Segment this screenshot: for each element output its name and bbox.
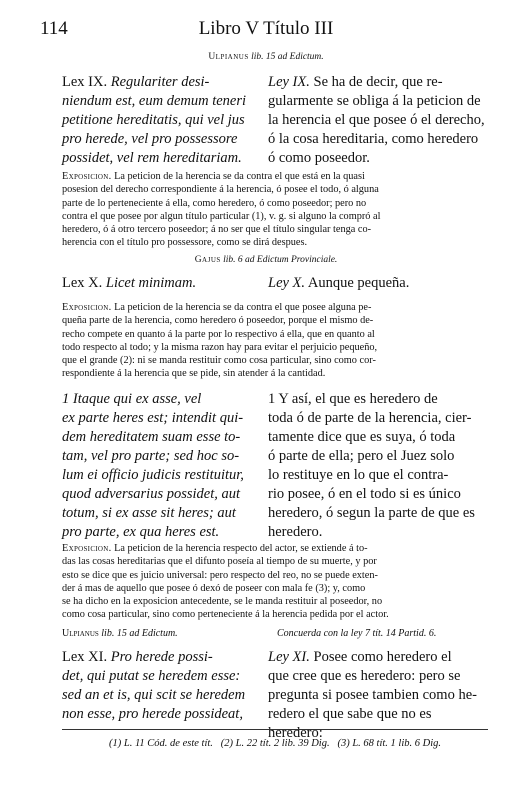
exposicion-line: La peticion de la herencia respecto del actor, se extiende á to- (111, 543, 368, 554)
latin-line: ex parte heres est; intendit qui- (62, 410, 244, 426)
ley-x-heading: Ley X. (268, 275, 306, 291)
spanish-line: ó como poseedor. (268, 150, 370, 166)
spanish-line: que cree que es heredero: pero se (268, 668, 461, 684)
exposicion-label: Exposicion. (62, 171, 112, 182)
spanish-line: ó parte de ella; pero el Juez solo (268, 448, 455, 464)
paragraph-1-spanish (268, 390, 488, 542)
lex-x-latin (62, 274, 260, 293)
latin-line: sed an et is, qui scit se heredem (62, 687, 246, 703)
spanish-line: redero el que sabe que no es heredero: (268, 706, 432, 741)
latin-line: 1 Itaque qui ex asse, vel (62, 391, 202, 407)
exposicion-line: heredero, ó á otro tercero poseedor; á no ser que el título singular tenga co- (62, 224, 372, 236)
paragraph-1-latin (62, 390, 260, 542)
spanish-line: Se ha de decir, que re- (309, 74, 443, 90)
exposicion-label: Exposicion. (62, 302, 112, 313)
concordance-note: Concuerda con la ley 7 tít. 14 Partid. 6. (277, 628, 437, 639)
exposicion-line: como cosa particular, sino como perteneciente á la herencia pedida por el actor. (62, 609, 389, 621)
exposicion-line: posesion del derecho correspondiente á la herencia, ó posee el todo, ó alguna (62, 184, 379, 196)
latin-line: tam, vel pro parte; sed hoc so- (62, 448, 240, 464)
spanish-line: pregunta si posee tambien como he- (268, 687, 477, 703)
latin-line: Licet minimam. (102, 275, 197, 291)
exposicion-line: das las cosas hereditarias que el difunto poseía al tiempo de su muerte, y por (62, 556, 377, 568)
ley-ix-heading: Ley IX. (268, 74, 310, 90)
spanish-line: la herencia el que posee ó el derecho, (268, 112, 485, 128)
page-header (40, 18, 492, 44)
latin-line: Pro herede possi- (107, 649, 213, 665)
spanish-line: toda ó de parte de la herencia, cier- (268, 410, 472, 426)
exposicion-line: recho compete en quanto á la parte por lo respectivo á ella, que en quanto al (62, 328, 375, 340)
lex-xi-latin (62, 648, 260, 724)
attribution-author: Gajus (194, 255, 221, 265)
spanish-line: heredero. (268, 524, 323, 540)
latin-line: lum ei officio judicis restituitur, (62, 467, 244, 483)
latin-line: det, qui putat se heredem esse: (62, 668, 241, 684)
lex-xi-heading: Lex XI. (62, 649, 108, 665)
section2-attribution (0, 255, 532, 265)
exposicion-line: esto se dice que es juicio universal: pero respecto del reo, no se puede exten- (62, 569, 378, 581)
latin-line: pro parte, ex qua heres est. (62, 524, 220, 540)
latin-line: Regulariter desi- (107, 74, 210, 90)
latin-line: niendum est, eum demum teneri (62, 93, 247, 109)
latin-line: dem hereditatem suam esse to- (62, 429, 241, 445)
exposicion-line: contra el que posee por algun título particular (1), v. g. si alguno la compró al (62, 210, 381, 222)
page-number: 114 (40, 18, 68, 39)
exposicion-label: Exposicion. (62, 543, 112, 554)
spanish-line: ó la cosa hereditaria, como heredero (268, 131, 479, 147)
spanish-line: heredero, ó segun la parte de que es (268, 505, 475, 521)
spanish-line: lo restituye en lo que el contra- (268, 467, 449, 483)
latin-line: non esse, pro herede possideat, (62, 706, 243, 722)
exposicion-line: respondiente á la herencia que se pide, sin atender á la cantidad. (62, 368, 326, 380)
latin-line: petitione hereditatis, qui vel jus (62, 112, 245, 128)
exposicion-line: todo respecto al todo; y la misma razon hay para evitar el perjuicio pequeño, (62, 341, 378, 353)
spanish-line: Posee como heredero el (309, 649, 452, 665)
spanish-line: 1 Y así, el que es heredero de (268, 391, 438, 407)
attribution-reference: lib. 6 ad Edictum Provinciale. (223, 255, 338, 265)
section4-attribution (62, 628, 262, 639)
exposicion-line: queña parte de la herencia, como heredero ó poseedor, porque el mismo de- (62, 315, 374, 327)
latin-line: totum, si ex asse sit heres; aut (62, 505, 236, 521)
exposicion-line: herencia con el título pro possessore, como se dirá despues. (62, 237, 308, 249)
spanish-line: Aunque pequeña. (305, 275, 410, 291)
exposicion-1 (62, 170, 486, 250)
spanish-line: rio posee, ó en el todo si es único (268, 486, 461, 502)
lex-x-heading: Lex X. (62, 275, 103, 291)
spanish-line: tamente dice que es suya, ó toda (268, 429, 456, 445)
lex-ix-latin (62, 73, 260, 168)
exposicion-2 (62, 301, 486, 381)
attribution-reference: lib. 15 ad Edictum. (101, 628, 178, 639)
ley-x-spanish (268, 274, 488, 293)
exposicion-line: der á mas de aquello que posee ó dexó de poseer con mala fe (3); y, como (62, 582, 366, 594)
spanish-line: gularmente se obliga á la peticion de (268, 93, 481, 109)
exposicion-line: La peticion de la herencia se da contra el que posee alguna pe- (111, 302, 372, 313)
lex-ix-heading: Lex IX. (62, 74, 108, 90)
attribution-author: Ulpianus (62, 628, 99, 639)
attribution-author: Ulpianus (208, 52, 249, 62)
exposicion-line: La peticion de la herencia se da contra el que está en la quasi (111, 171, 365, 182)
running-title: Libro V Título III (198, 18, 334, 39)
ley-ix-spanish (268, 73, 488, 168)
latin-line: pro herede, vel pro possessore (62, 131, 238, 147)
exposicion-line: se ha dicho en la exposicion antecedente, se le manda restituir al poseedor, no (62, 596, 383, 608)
exposicion-3 (62, 542, 486, 622)
latin-line: quod adversarius possidet, aut (62, 486, 241, 502)
exposicion-line: que el grande (2): ni se manda restituir como cosa particular, sino como cor- (62, 355, 376, 367)
ley-xi-heading: Ley XI. (268, 649, 310, 665)
exposicion-line: parte de lo perteneciente á ella, como heredero, ó como poseedor; pero no (62, 197, 367, 209)
footnote-2: (2) L. 22 tít. 2 lib. 39 Dig. (220, 738, 330, 749)
footnote-1: (1) L. 11 Cód. de este tít. (108, 738, 213, 749)
attribution-reference: lib. 15 ad Edictum. (251, 52, 324, 62)
footnote-3: (3) L. 68 tít. 1 lib. 6 Dig. (337, 738, 441, 749)
latin-line: possidet, vel rem hereditariam. (62, 150, 242, 166)
footnote-rule (62, 729, 488, 730)
section1-attribution (0, 52, 532, 62)
footnotes (62, 738, 488, 749)
